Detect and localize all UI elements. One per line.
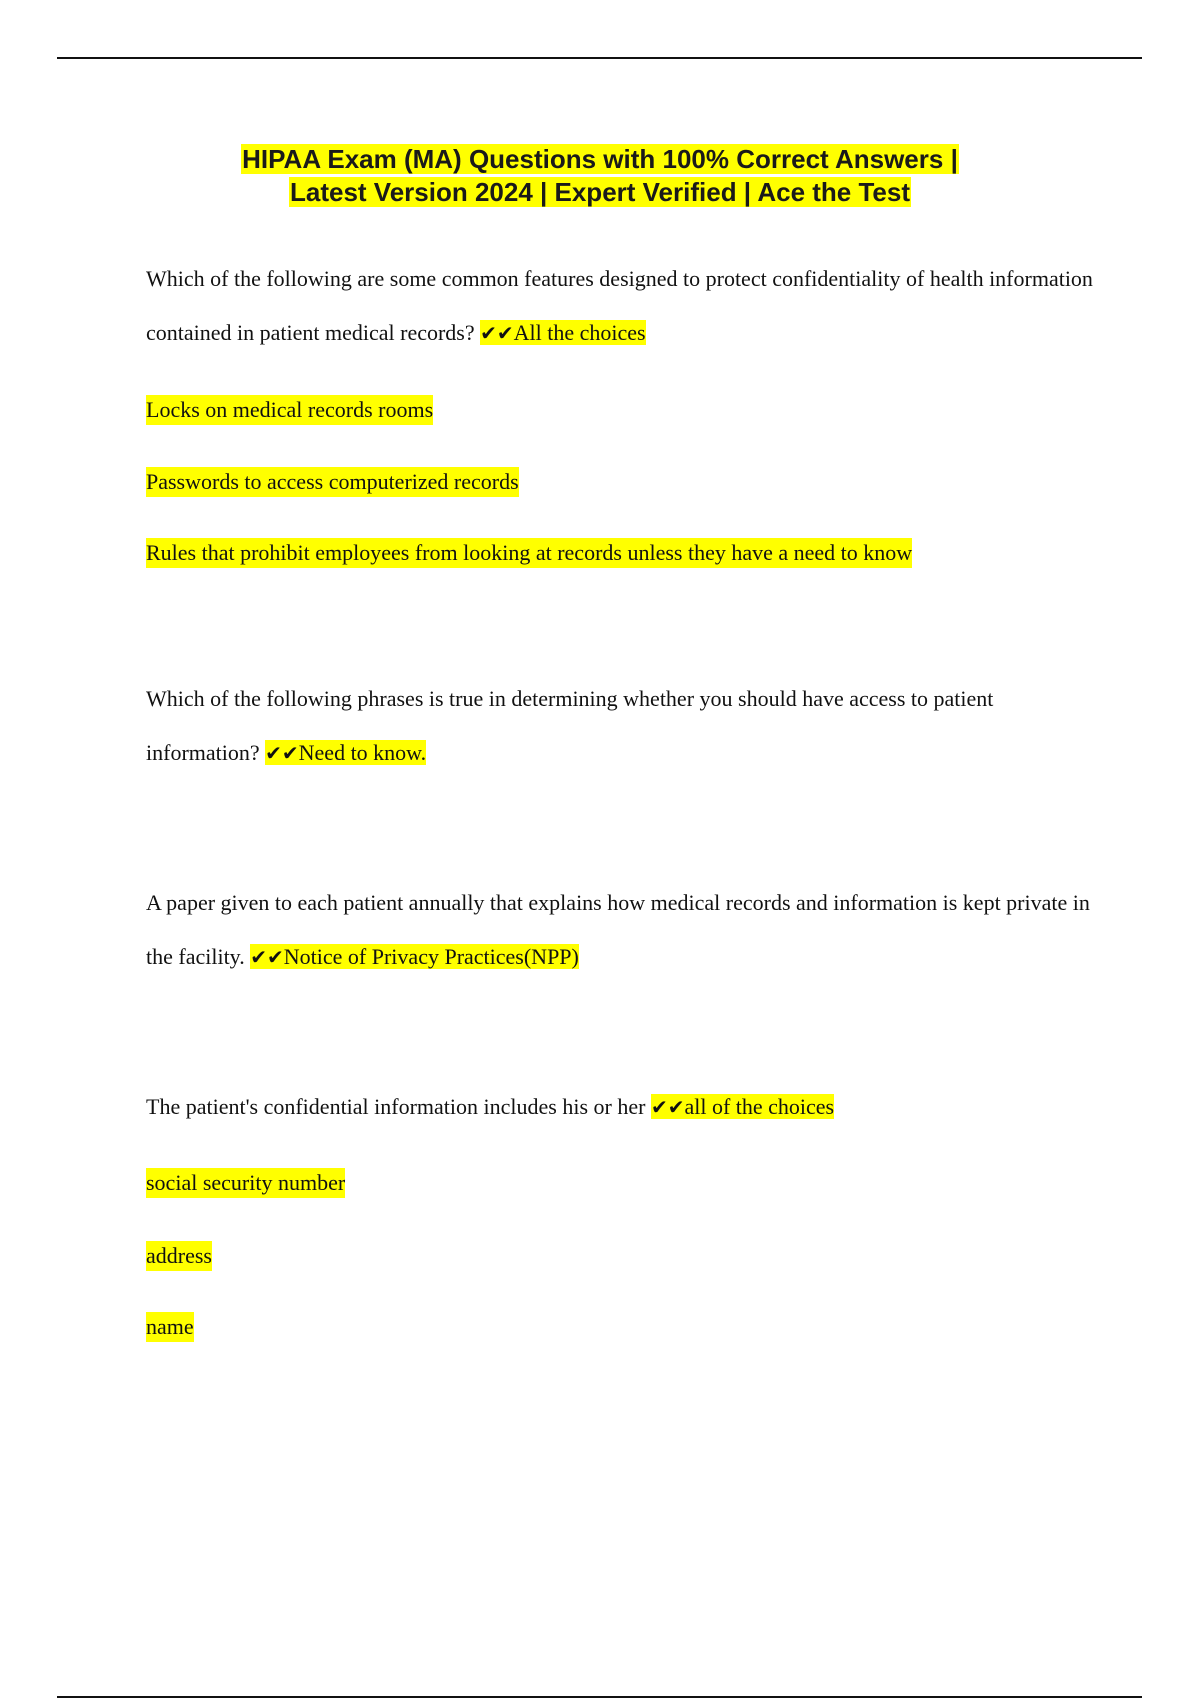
title-line-2: Latest Version 2024 | Expert Verified | Ace the Test	[289, 177, 911, 207]
answer-highlight	[651, 1094, 834, 1119]
check-marks-icon: ✔✔	[250, 947, 284, 969]
question-2	[146, 672, 1106, 781]
answer-text: all of the choices	[684, 1094, 835, 1119]
option-item: name	[146, 1312, 194, 1342]
option-item: Rules that prohibit employees from looking at records unless they have a need to know	[146, 538, 912, 568]
document-title	[100, 143, 1100, 209]
option-item: address	[146, 1241, 212, 1271]
option-item: Locks on medical records rooms	[146, 395, 433, 425]
question-4	[146, 1080, 1106, 1135]
answer-highlight	[265, 740, 426, 765]
question-1	[146, 252, 1106, 361]
answer-text: Need to know.	[298, 740, 427, 765]
title-line-1: HIPAA Exam (MA) Questions with 100% Correct Answers |	[242, 144, 958, 174]
question-text: Which of the following phrases is true in determining whether you should have access to patient information?	[146, 686, 994, 765]
question-text: The patient's confidential information includes his or her	[146, 1094, 646, 1119]
footer-rule	[57, 1696, 1142, 1698]
check-marks-icon: ✔✔	[265, 743, 299, 765]
answer-highlight	[250, 944, 579, 969]
answer-highlight	[480, 320, 645, 345]
answer-text: Notice of Privacy Practices(NPP)	[283, 944, 579, 969]
check-marks-icon: ✔✔	[650, 1097, 685, 1119]
question-text: Which of the following are some common features designed to protect confidentiality of health information contained in patient medical records?	[146, 266, 1093, 345]
option-item: social security number	[146, 1168, 345, 1198]
answer-text: All the choices	[513, 320, 646, 345]
header-rule	[57, 57, 1142, 59]
question-text: A paper given to each patient annually that explains how medical records and information is kept private in the facility.	[146, 890, 1090, 969]
check-marks-icon: ✔✔	[480, 323, 514, 345]
option-item: Passwords to access computerized records	[146, 467, 519, 497]
question-3	[146, 876, 1106, 985]
